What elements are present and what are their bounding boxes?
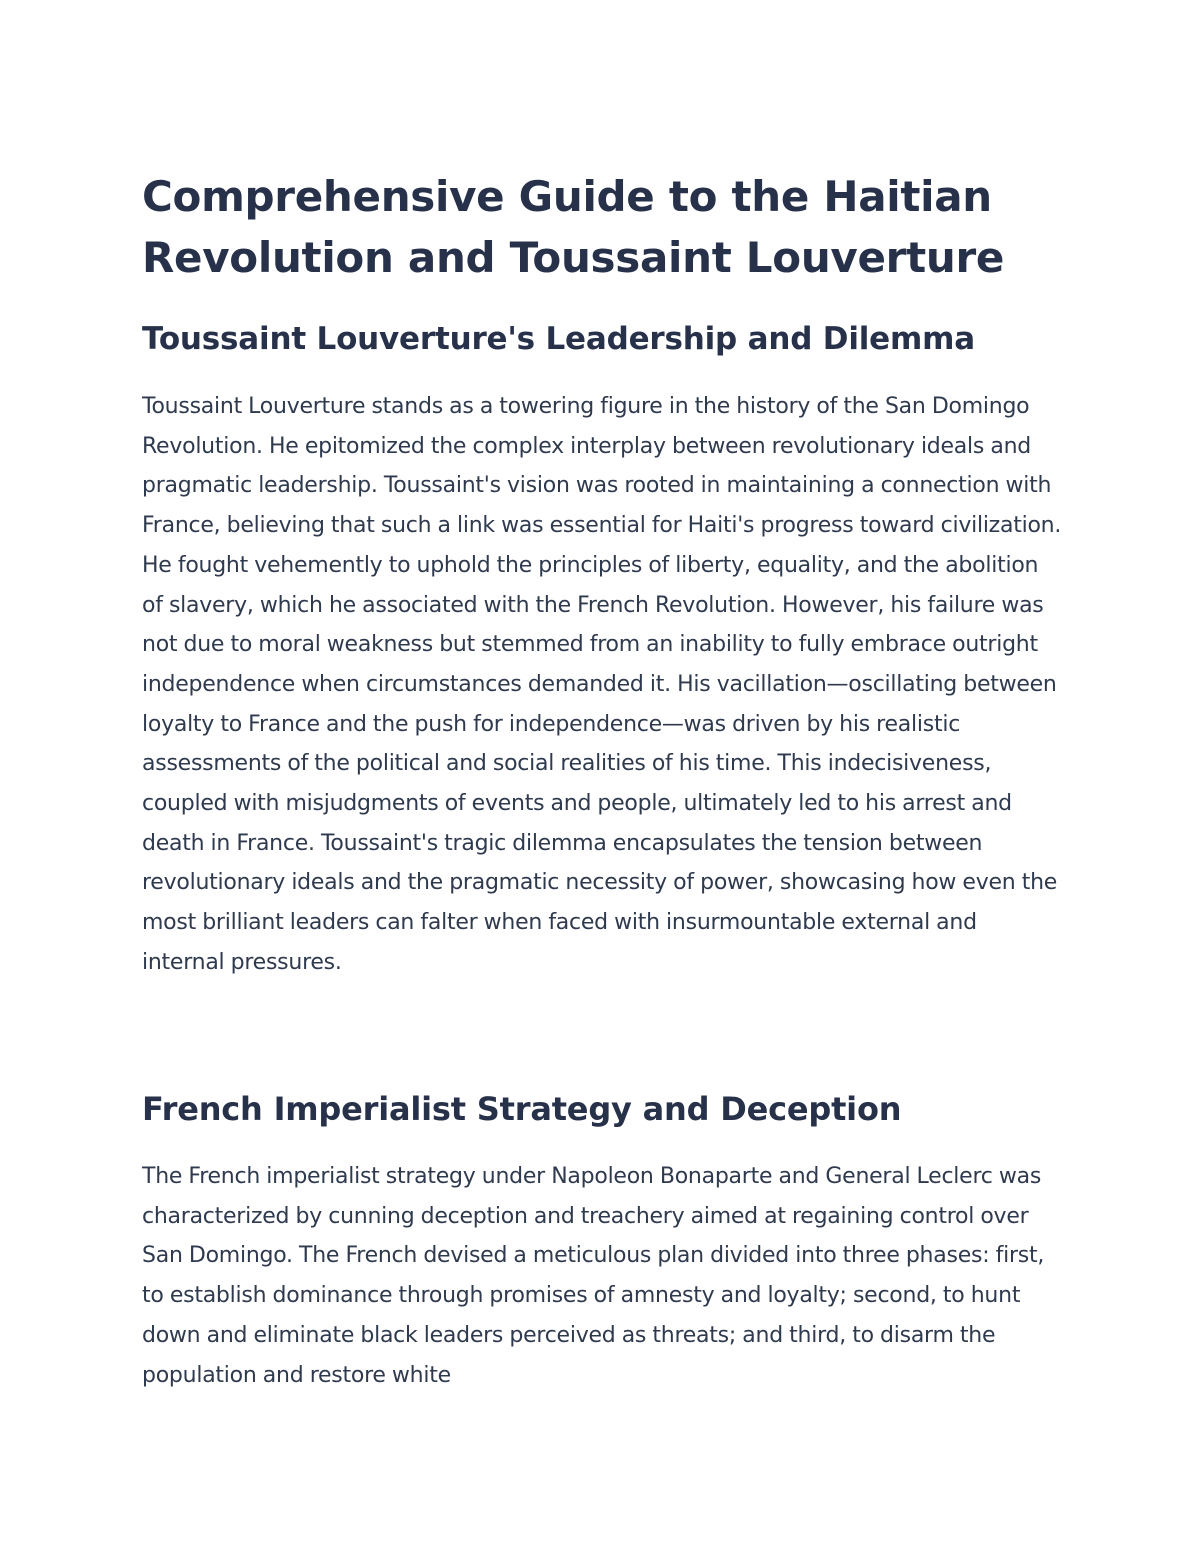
section-heading-french-strategy: French Imperialist Strategy and Deception [142,1090,902,1128]
section-paragraph-french-strategy: The French imperialist strategy under Napoleon Bonaparte and General Leclerc was characterized by cunning deception and treachery aimed at regaining control over San Domingo. The French devised a meticulous plan divided into three phases: first, to establish dominance through promises of amnesty and loyalty; second, to hunt down and eliminate black leaders perceived as threats; and third, to disarm the population and restore white [142,1164,1045,1388]
document-title: Comprehensive Guide to the Haitian Revolution and Toussaint Louverture [142,172,1005,282]
section-heading-leadership: Toussaint Louverture's Leadership and Dilemma [142,321,975,357]
section-paragraph-leadership: Toussaint Louverture stands as a towering figure in the history of the San Domingo Revolution. He epitomized the complex interplay between revolutionary ideals and pragmatic leadership. Toussaint's vision was rooted in maintaining a connection with France, believing that such a link was essential for Haiti's progress toward civilization. He fought vehemently to uphold the principles of liberty, equality, and the abolition of slavery, which he associated with the French Revolution. However, his failure was not due to moral weakness but stemmed from an inability to fully embrace outright independence when circumstances demanded it. His vacillation—oscillating between loyalty to France and the push for independence—was driven by his realistic assessments of the political and social realities of his time. This indecisiveness, coupled with misjudgments of events and people, ultimately led to his arrest and death in France. Toussaint's tragic dilemma encapsulates the tension between revolutionary ideals and the pragmatic necessity of power, showcasing how even the most brilliant leaders can falter when faced with insurmountable external and internal pressures. [142,394,1062,975]
